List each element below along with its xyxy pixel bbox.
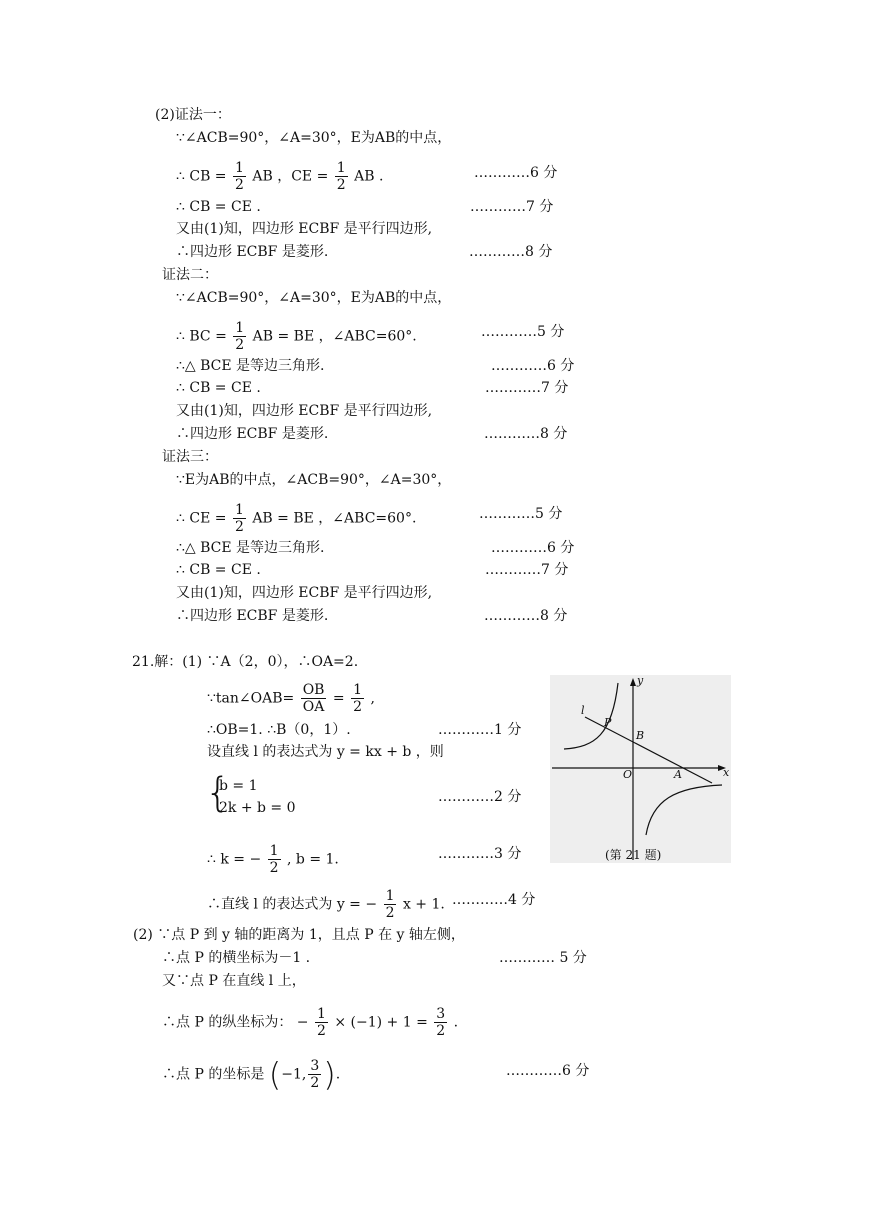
label-y: y (637, 674, 644, 687)
proof3-title: 证法三： (162, 449, 218, 465)
score: …………7 分 (485, 380, 569, 396)
score: …………6 分 (491, 358, 575, 374)
score: …………3 分 (438, 846, 522, 862)
proof2-line1: ∵∠ACB=90°，∠A=30°，E为AB的中点， (176, 290, 452, 306)
proof2-line3: ∴△ BCE 是等边三角形. (176, 358, 325, 374)
denominator: 2 (234, 519, 244, 535)
numerator: 1 (234, 502, 244, 518)
q21-line3: ∴OB=1. ∴B（0，1）. (207, 722, 351, 738)
text: ∴直线 l 的表达式为 y = − (207, 896, 378, 913)
fraction (351, 682, 364, 715)
text: x + 1. (402, 896, 445, 913)
equation: 2k + b = 0 (219, 800, 296, 816)
score: …………4 分 (452, 892, 536, 908)
proof3-line6: ∴四边形 ECBF 是菱形. (176, 608, 329, 624)
score: ………… 5 分 (499, 950, 587, 966)
proof1-line5: ∴四边形 ECBF 是菱形. (176, 244, 329, 260)
proof3-line2 (176, 502, 416, 535)
fraction (233, 320, 246, 353)
proof1-line2 (176, 160, 383, 193)
proof3-line5: 又由(1)知，四边形 ECBF 是平行四边形, (176, 585, 433, 601)
q21p2-line1: (2) ∵点 P 到 y 轴的距离为 1，且点 P 在 y 轴左侧， (133, 927, 465, 943)
q21p2-line4 (162, 1006, 458, 1039)
text: AB = BE ，∠ABC=60°. (252, 328, 417, 345)
text: ∴点 P 的坐标是 (162, 1066, 265, 1083)
numerator: 3 (310, 1058, 320, 1074)
fraction (233, 502, 246, 535)
text: ∵tan∠OAB= (207, 690, 295, 707)
numerator: OB (302, 682, 325, 698)
score: …………8 分 (484, 426, 568, 442)
score: …………2 分 (438, 789, 522, 805)
fraction (308, 1058, 321, 1091)
numerator: 1 (336, 160, 346, 176)
proof1-line3: ∴ CB = CE . (176, 199, 261, 215)
text: ∴ k = − (207, 851, 262, 868)
numerator: 3 (436, 1006, 446, 1022)
score: …………6 分 (491, 540, 575, 556)
text: ∴点 P 的纵坐标为： − (162, 1014, 309, 1031)
text: ∴ CE = (176, 510, 227, 527)
y-axis-arrow (630, 678, 636, 686)
label-l: l (581, 704, 585, 717)
denominator: 2 (316, 1023, 326, 1039)
graph-figure (550, 675, 731, 863)
proof2-line5: 又由(1)知，四边形 ECBF 是平行四边形, (176, 403, 433, 419)
graph-svg (550, 675, 731, 863)
hyperbola-branch-right (646, 785, 722, 835)
score: …………6 分 (506, 1063, 590, 1079)
proof3-line4: ∴ CB = CE . (176, 562, 261, 578)
score: …………5 分 (479, 506, 563, 522)
denominator: 2 (336, 177, 346, 193)
fraction (335, 160, 348, 193)
text: −1, (281, 1066, 307, 1083)
q21p2-line2: ∴点 P 的横坐标为－1 . (162, 950, 311, 966)
numerator: 1 (385, 888, 395, 904)
paren-left: ( (268, 1055, 282, 1094)
proof1-line1: ∵∠ACB=90°，∠A=30°，E为AB的中点， (176, 130, 452, 146)
score: …………7 分 (485, 562, 569, 578)
denominator: OA (302, 699, 325, 715)
text: AB = BE ，∠ABC=60°. (252, 510, 417, 527)
paren-right: ) (323, 1055, 336, 1094)
score: …………6 分 (474, 165, 558, 181)
equation-system (207, 775, 296, 819)
fraction (301, 682, 327, 715)
denominator: 2 (385, 905, 395, 921)
label-b: B (636, 729, 645, 742)
q21-line4: 设直线 l 的表达式为 y = kx + b ，则 (207, 744, 444, 760)
score: …………5 分 (481, 324, 565, 340)
text: ∴ CB = (176, 168, 227, 185)
score: …………7 分 (470, 199, 554, 215)
q21-line1: 21.解：(1) ∵A（2，0），∴OA=2. (132, 654, 359, 670)
text: , b = 1. (287, 851, 339, 868)
text: , (370, 690, 375, 707)
text: . (453, 1014, 459, 1031)
equation: { b = 1 (219, 778, 258, 794)
proof3-line1: ∵E为AB的中点，∠ACB=90°，∠A=30°， (176, 472, 452, 488)
score: …………8 分 (484, 608, 568, 624)
label-o: O (623, 768, 633, 781)
denominator: 2 (353, 699, 363, 715)
numerator: 1 (353, 682, 363, 698)
text: AB ，CE = (252, 168, 329, 185)
numerator: 1 (316, 1006, 326, 1022)
denominator: 2 (269, 860, 279, 876)
proof2-title: 证法二： (162, 267, 218, 283)
text: . (335, 1066, 341, 1083)
q21-line7 (207, 888, 445, 921)
numerator: 1 (269, 843, 279, 859)
figure-caption: (第 21 题) (605, 848, 662, 862)
denominator: 2 (235, 177, 244, 193)
score: …………8 分 (469, 244, 553, 260)
proof3-line3: ∴△ BCE 是等边三角形. (176, 540, 325, 556)
q21-line6 (207, 843, 339, 876)
denominator: 2 (436, 1023, 446, 1039)
text: ∴ BC = (176, 328, 227, 345)
denominator: 2 (310, 1075, 320, 1091)
fraction (315, 1006, 328, 1039)
label-a: A (674, 768, 682, 781)
label-x: x (723, 766, 730, 779)
numerator: 1 (235, 160, 244, 176)
text: × (−1) + 1 = (334, 1014, 428, 1031)
score: …………1 分 (438, 722, 522, 738)
q21p2-line5 (162, 1055, 341, 1094)
proof2-line4: ∴ CB = CE . (176, 380, 261, 396)
proof-part2-title: (2)证法一： (155, 107, 231, 123)
fraction (233, 160, 246, 193)
text: AB . (354, 168, 384, 185)
q21-system (207, 775, 296, 819)
label-p: P (604, 716, 612, 729)
fraction (268, 843, 281, 876)
fraction (434, 1006, 447, 1039)
q21-line2 (207, 682, 375, 715)
denominator: 2 (235, 337, 245, 353)
text: = (332, 690, 345, 707)
proof1-line4: 又由(1)知，四边形 ECBF 是平行四边形, (176, 221, 433, 237)
numerator: 1 (235, 320, 245, 336)
q21p2-line3: 又∵点 P 在直线 l 上， (162, 973, 306, 989)
fraction (384, 888, 397, 921)
proof2-line2 (176, 320, 417, 353)
proof2-line6: ∴四边形 ECBF 是菱形. (176, 426, 329, 442)
